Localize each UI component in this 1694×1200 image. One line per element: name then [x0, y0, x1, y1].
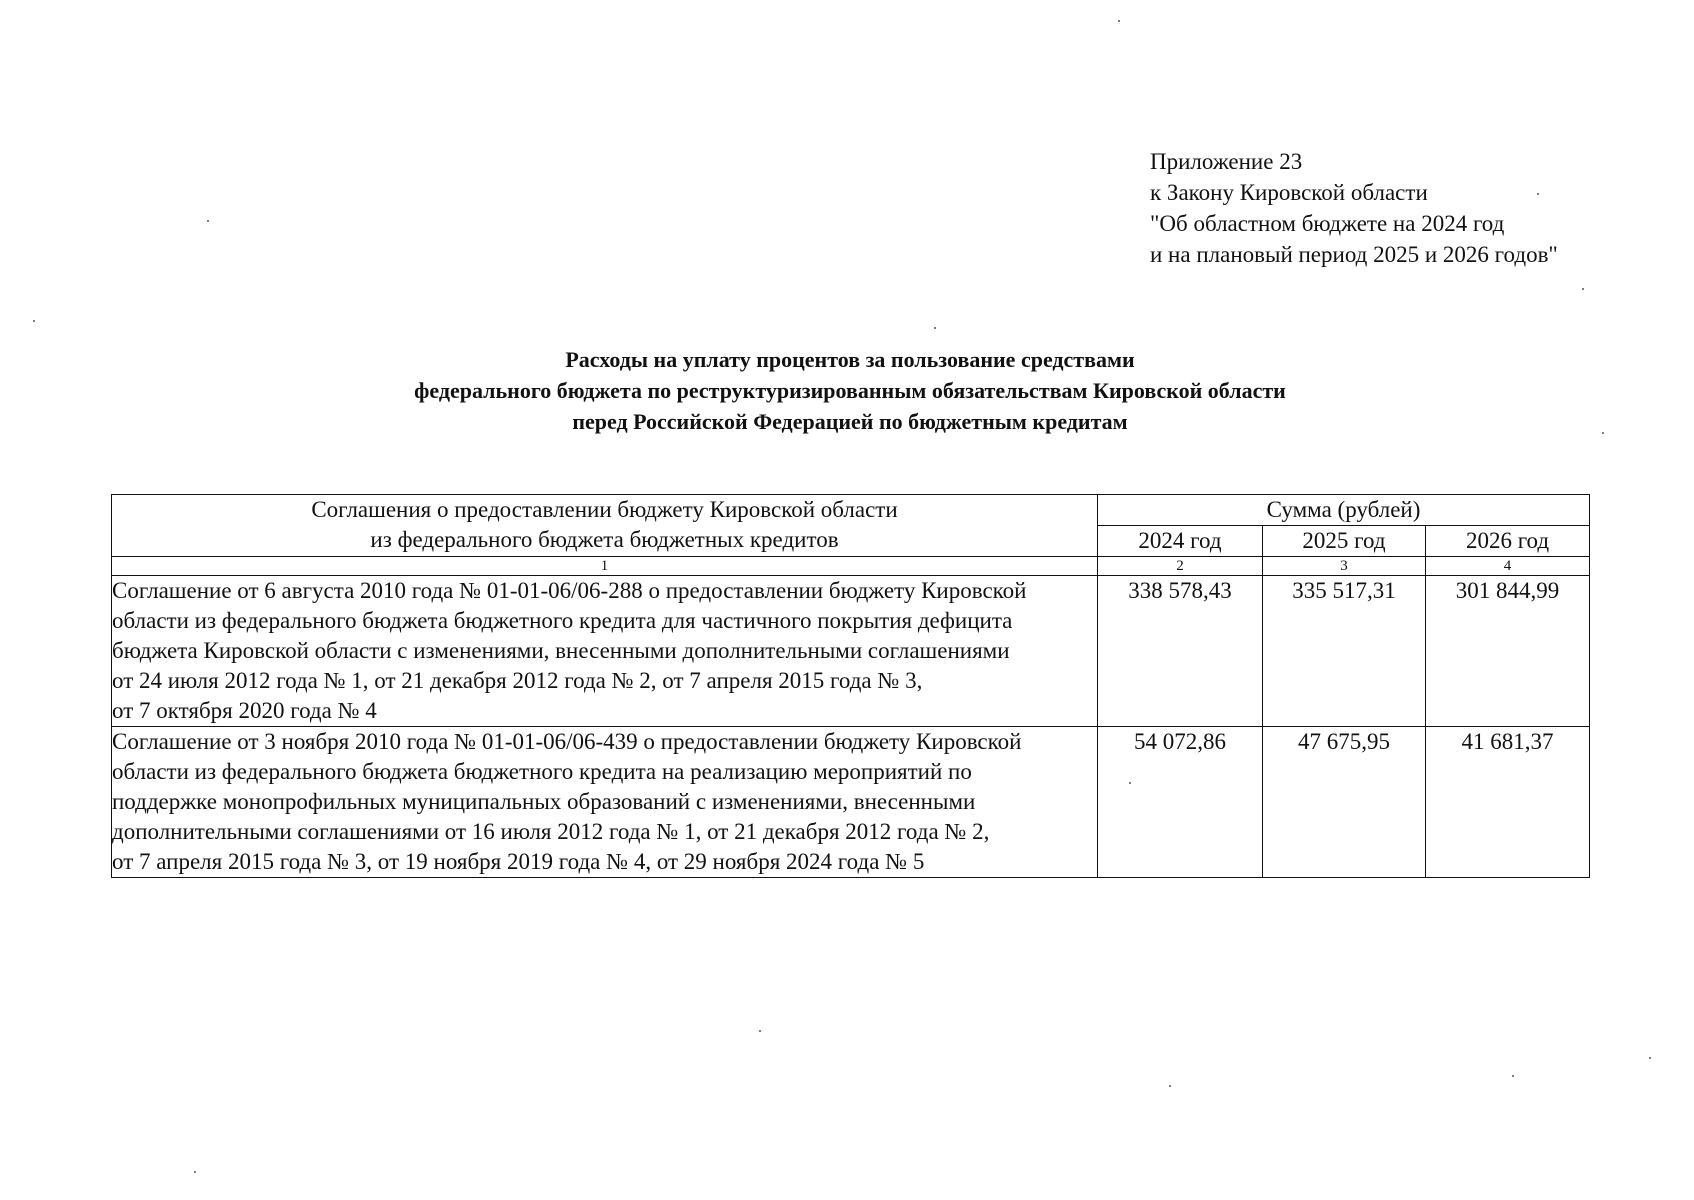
agreement-line: области из федерального бюджета бюджетного кредита на реализацию мероприятий по [112, 759, 972, 784]
agreement-line: от 24 июля 2012 года № 1, от 21 декабря 2012 года № 2, от 7 апреля 2015 года № 3, [112, 668, 923, 693]
header-agreements [112, 495, 1098, 557]
scan-speck [33, 320, 35, 322]
header-sum-group: Сумма (рублей) [1098, 495, 1590, 526]
document-title [0, 344, 1694, 437]
amount-2024: 338 578,43 [1098, 576, 1263, 727]
scan-speck [207, 220, 209, 222]
scan-speck [1512, 1075, 1514, 1077]
title-line: перед Российской Федерацией по бюджетным кредитам [572, 409, 1128, 434]
agreement-line: дополнительными соглашениями от 16 июля 2012 года № 1, от 21 декабря 2012 года № 2, [112, 819, 990, 844]
expenses-table [111, 494, 1590, 878]
table-row [112, 576, 1590, 727]
amount-2025: 47 675,95 [1263, 727, 1426, 878]
column-number: 2 [1098, 557, 1263, 576]
scan-speck [1649, 1057, 1651, 1059]
column-number: 4 [1426, 557, 1590, 576]
agreement-description [112, 727, 1098, 878]
scan-speck [1537, 193, 1539, 195]
header-year-2025: 2025 год [1263, 526, 1426, 557]
agreement-description [112, 576, 1098, 727]
header-agreements-line: Соглашения о предоставлении бюджету Кировской области [311, 497, 898, 522]
header-year-2026: 2026 год [1426, 526, 1590, 557]
scan-speck [1129, 782, 1131, 784]
appendix-line: "Об областном бюджете на 2024 год [1150, 211, 1505, 236]
agreement-line: области из федерального бюджета бюджетного кредита для частичного покрытия дефицита [112, 608, 1013, 633]
agreement-line: Соглашение от 3 ноября 2010 года № 01-01-06/06-439 о предоставлении бюджету Кировской [112, 729, 1022, 754]
appendix-line: и на плановый период 2025 и 2026 годов" [1150, 242, 1558, 267]
amount-2024: 54 072,86 [1098, 727, 1263, 878]
agreement-line: Соглашение от 6 августа 2010 года № 01-01-06/06-288 о предоставлении бюджету Кировской [112, 578, 1027, 603]
column-number: 3 [1263, 557, 1426, 576]
appendix-line: к Закону Кировской области [1150, 180, 1428, 205]
amount-2026: 301 844,99 [1426, 576, 1590, 727]
header-agreements-line: из федерального бюджета бюджетных кредитов [370, 527, 839, 552]
column-numbers-row [112, 557, 1590, 576]
agreement-line: от 7 апреля 2015 года № 3, от 19 ноября 2019 года № 4, от 29 ноября 2024 года № 5 [112, 849, 925, 874]
agreement-line: поддержке монопрофильных муниципальных образований с изменениями, внесенными [112, 789, 976, 814]
scan-speck [759, 1030, 761, 1032]
amount-2025: 335 517,31 [1263, 576, 1426, 727]
table-header-row [112, 495, 1590, 526]
scan-speck [1169, 1085, 1171, 1087]
title-line: федерального бюджета по реструктуризированным обязательствам Кировской области [414, 378, 1286, 403]
agreement-line: от 7 октября 2020 года № 4 [112, 698, 377, 723]
agreement-line: бюджета Кировской области с изменениями, внесенными дополнительными соглашениями [112, 638, 1010, 663]
table-row [112, 727, 1590, 878]
scan-speck [1582, 288, 1584, 290]
amount-2026: 41 681,37 [1426, 727, 1590, 878]
scan-speck [1118, 20, 1120, 22]
scan-speck [934, 327, 936, 329]
appendix-reference [1150, 146, 1558, 270]
appendix-line: Приложение 23 [1150, 149, 1303, 174]
title-line: Расходы на уплату процентов за пользование средствами [565, 347, 1135, 372]
scan-speck [194, 1171, 196, 1173]
header-year-2024: 2024 год [1098, 526, 1263, 557]
column-number: 1 [112, 557, 1098, 576]
scan-speck [1602, 432, 1604, 434]
